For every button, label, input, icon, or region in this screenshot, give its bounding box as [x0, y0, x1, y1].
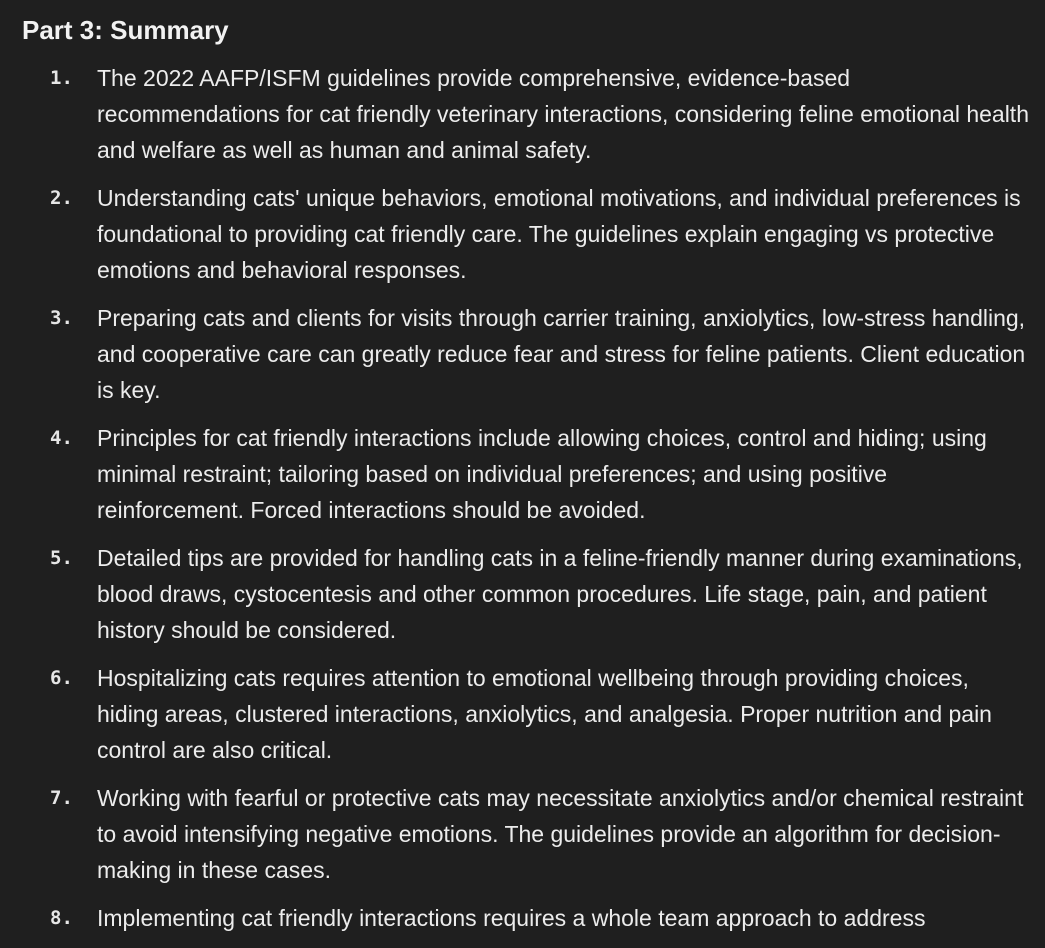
list-item-text: Preparing cats and clients for visits through carrier training, anxiolytics, low-stress handling, and cooperative care can greatly reduce fear and stress for feline patients. Client education is key. — [97, 305, 1026, 403]
list-item-number: 7. — [50, 787, 73, 809]
section-heading: Part 3: Summary — [22, 15, 229, 45]
list-item-number: 8. — [50, 907, 73, 929]
list-item-text: Understanding cats' unique behaviors, emotional motivations, and individual preferences is foundational to providing cat friendly care. The guidelines explain engaging vs protective emotions and behavioral responses. — [97, 185, 1021, 283]
list-item-number: 3. — [50, 307, 73, 329]
list-item — [22, 780, 1032, 888]
list-item-number: 4. — [50, 427, 73, 449]
list-item — [22, 300, 1032, 408]
list-item — [22, 660, 1032, 768]
list-item — [22, 540, 1032, 648]
list-item — [22, 180, 1032, 288]
list-item-number: 5. — [50, 547, 73, 569]
list-item-text: Detailed tips are provided for handling cats in a feline-friendly manner during examinations, blood draws, cystocentesis and other common procedures. Life stage, pain, and patient history should be considered. — [97, 545, 1023, 643]
list-item — [22, 420, 1032, 528]
list-item-text: Principles for cat friendly interactions include allowing choices, control and hiding; using minimal restraint; tailoring based on individual preferences; and using positive reinforcement. Forced interactions should be avoided. — [97, 425, 987, 523]
list-item-text: The 2022 AAFP/ISFM guidelines provide comprehensive, evidence-based recommendations for cat friendly veterinary interactions, considering feline emotional health and welfare as well as human and animal safety. — [97, 65, 1029, 163]
list-item-number: 2. — [50, 187, 73, 209]
summary-section — [22, 12, 1032, 948]
summary-list — [22, 60, 1032, 936]
list-item-text: Implementing cat friendly interactions requires a whole team approach to address — [97, 905, 926, 931]
list-item-number: 6. — [50, 667, 73, 689]
list-item-text: Hospitalizing cats requires attention to emotional wellbeing through providing choices, hiding areas, clustered interactions, anxiolytics, and analgesia. Proper nutrition and pain control are also critical. — [97, 665, 992, 763]
list-item-number: 1. — [50, 67, 73, 89]
list-item — [22, 60, 1032, 168]
list-item-text: Working with fearful or protective cats may necessitate anxiolytics and/or chemical restraint to avoid intensifying negative emotions. The guidelines provide an algorithm for decision-making in these cases. — [97, 785, 1024, 883]
list-item — [22, 900, 1032, 936]
